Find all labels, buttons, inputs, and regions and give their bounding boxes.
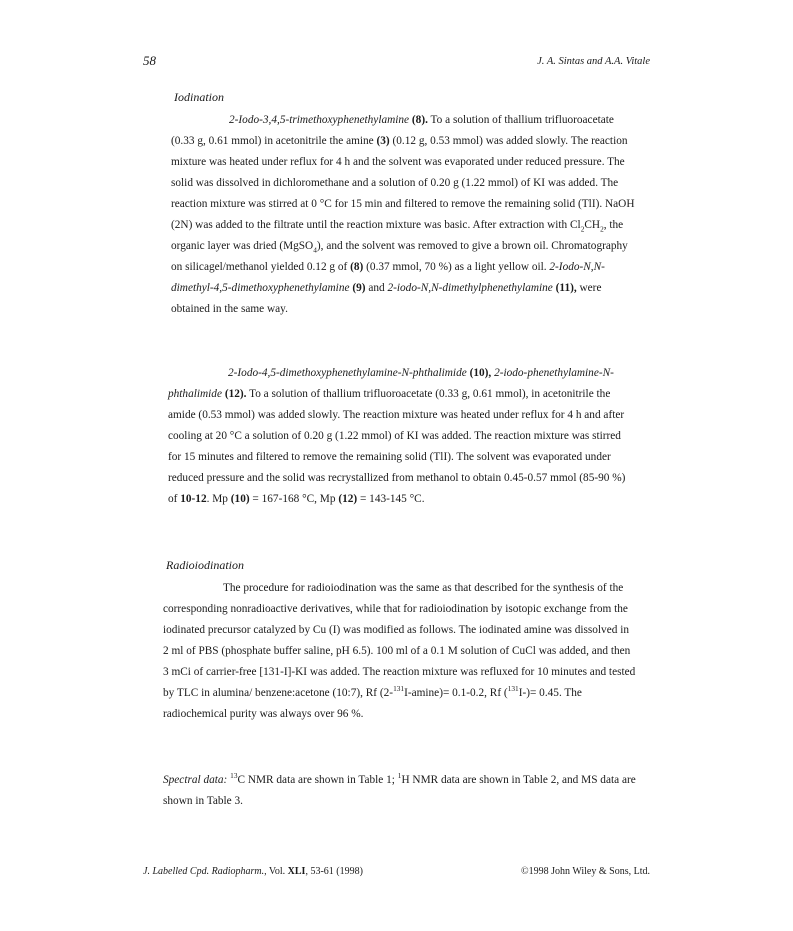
compound-10-number: (10), [469, 367, 492, 379]
compound-12-name: 2-iodo-phenethylamine-N-phthalimide [168, 367, 614, 400]
compound-12-number: (12). [224, 388, 247, 400]
compound-8-name: 2-Iodo-3,4,5-trimethoxyphenethylamine [229, 114, 410, 126]
section-heading-iodination: Iodination [174, 90, 224, 104]
footer-citation: J. Labelled Cpd. Radiopharm., Vol. XLI, 53-61 (1998) [143, 866, 363, 877]
compound-3-number: (3) [376, 135, 390, 147]
compound-8-number: (8). [411, 114, 428, 126]
mp-12-label: (12) [338, 493, 358, 505]
section-heading-radioiodination: Radioiodination [166, 558, 244, 572]
paragraph-radioiodination: The procedure for radioiodination was the same as that described for the synthesis of the corresponding nonradioactive derivatives, while that for radioiodination by isotopic exchange from the iodinated precursor catalyzed by Cu (I) was modified as follows. The iodinated amine was dissolved in 2 ml of PBS (phosphate buffer saline, pH 6.5). 100 ml of a 0.1 M solution of CuCl was added, and then 3 mCi of carrier-free [131-I]-KI was added. The reaction mixture was refluxed for 10 minutes and tested by TLC in alumina/ benzene:acetone (10:7), Rf (2-$^{131}$I-amine)= 0.1-0.2, Rf ($^{131}$I-)= 0.45. The radiochemical purity was always over 96 %. [163, 582, 636, 720]
paragraph-iodination-1: 2-Iodo-3,4,5-trimethoxyphenethylamine (8). To a solution of thallium trifluoroacetate (0.33 g, 0.61 mmol) in acetonitrile the amine (3) (0.12 g, 0.53 mmol) was added slowly. The reaction mixture was heated under reflux for 4 h and the solvent was evaporated under reduced pressure. The solid was dissolved in dichloromethane and a solution of 0.20 g (1.22 mmol) of KI was added. The reaction mixture was stirred at 0 °C for 15 min and filtered to remove the remaining solid (TlI). NaOH (2N) was added to the filtrate until the reaction mixture was basic. After extraction with $Cl_2CH_2$, the organic layer was dried (MgSO$_4$), and the solvent was removed to give a brown oil. Chromatography on silicagel/methanol yielded 0.12 g of (8) (0.37 mmol, 70 %) as a light yellow oil. 2-Iodo-N,N-dimethyl-4,5-dimethoxyphenethylamine (9) and 2-iodo-N,N-dimethylphenethylamine (11), were obtained in the same way. [171, 114, 635, 315]
compound-9-name: 2-Iodo-N,N-dimethyl-4,5-dimethoxyphenethylamine [171, 261, 605, 294]
product-8-number: (8) [350, 261, 364, 273]
spectral-label: Spectral data: [163, 774, 228, 786]
compound-9-number: (9) [352, 282, 366, 294]
footer-copyright: ©1998 John Wiley & Sons, Ltd. [521, 866, 650, 877]
compound-range: 10-12 [180, 493, 207, 505]
compound-10-name: 2-Iodo-4,5-dimethoxyphenethylamine-N-phthalimide [228, 367, 467, 379]
mp-10-label: (10) [230, 493, 250, 505]
running-head: J. A. Sintas and A.A. Vitale [537, 56, 650, 67]
compound-11-name: 2-iodo-N,N-dimethylphenethylamine [387, 282, 553, 294]
page-number: 58 [143, 53, 156, 68]
paragraph-iodination-2: 2-Iodo-4,5-dimethoxyphenethylamine-N-phthalimide (10), 2-iodo-phenethylamine-N-phthalimide (12). To a solution of thallium trifluoroacetate (0.33 g, 0.61 mmol), in acetonitrile the amide (0.53 mmol) was added slowly. The reaction mixture was heated under reflux for 4 h and after cooling at 20 °C a solution of 0.20 g (1.22 mmol) of KI was added. The reaction mixture was stirred for 15 minutes and filtered to remove the remaining solid (TlI). The solvent was evaporated under reduced pressure and the solid was recrystallized from methanol to obtain 0.45-0.57 mmol (85-90 %) of 10-12. Mp (10) = 167-168 °C, Mp (12) = 143-145 °C. [168, 367, 626, 505]
compound-11-number: (11), [555, 282, 577, 294]
paragraph-spectral-data: Spectral data: $^{13}$C NMR data are shown in Table 1; $^1$H NMR data are shown in Table 2, and MS data are shown in Table 3. [163, 771, 636, 807]
